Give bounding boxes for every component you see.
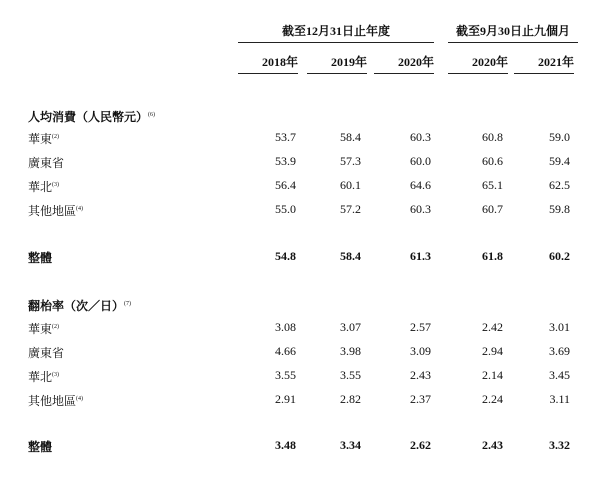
table-cell: 64.6 xyxy=(410,178,431,192)
table-cell-total: 60.2 xyxy=(549,249,570,263)
table-cell: 62.5 xyxy=(549,178,570,192)
table-cell: 2.94 xyxy=(482,344,503,358)
table-cell: 60.3 xyxy=(410,202,431,216)
table-cell: 55.0 xyxy=(275,202,296,216)
table-cell-total: 54.8 xyxy=(275,249,296,263)
section-title-spend-per-customer xyxy=(28,108,155,125)
table-cell: 53.7 xyxy=(275,130,296,144)
footnote-marker: (7) xyxy=(124,301,132,307)
table-cell: 3.11 xyxy=(549,392,570,406)
table-cell: 60.7 xyxy=(482,202,503,216)
row-label-text: 廣東省 xyxy=(28,346,65,360)
table-cell: 65.1 xyxy=(482,178,503,192)
table-cell-total: 3.34 xyxy=(340,438,361,452)
row-label-text: 整體 xyxy=(28,251,53,265)
table-cell: 2.82 xyxy=(340,392,361,406)
table-cell: 4.66 xyxy=(275,344,296,358)
row-label-north-china xyxy=(28,368,59,385)
footnote-marker: (4) xyxy=(76,206,84,212)
table-cell: 60.1 xyxy=(340,178,361,192)
table-cell: 2.91 xyxy=(275,392,296,406)
table-cell: 3.69 xyxy=(549,344,570,358)
table-cell: 2.14 xyxy=(482,368,503,382)
table-cell-total: 2.62 xyxy=(410,438,431,452)
table-cell-total: 3.48 xyxy=(275,438,296,452)
section-title-table-turnover xyxy=(28,297,131,314)
table-cell: 58.4 xyxy=(340,130,361,144)
table-cell: 3.01 xyxy=(549,320,570,334)
table-cell: 3.08 xyxy=(275,320,296,334)
year-header-2020: 2020年 xyxy=(374,53,434,74)
footnote-marker: (2) xyxy=(52,134,60,140)
table-cell: 3.55 xyxy=(340,368,361,382)
footnote-marker: (6) xyxy=(148,112,156,118)
table-cell: 60.0 xyxy=(410,154,431,168)
table-cell: 2.24 xyxy=(482,392,503,406)
table-cell-total: 58.4 xyxy=(340,249,361,263)
table-cell: 57.2 xyxy=(340,202,361,216)
row-label-other-regions xyxy=(28,392,83,409)
row-label-other-regions xyxy=(28,202,83,219)
row-label-text: 華東 xyxy=(28,132,53,146)
footnote-marker: (3) xyxy=(52,182,60,188)
table-cell: 53.9 xyxy=(275,154,296,168)
table-cell: 57.3 xyxy=(340,154,361,168)
table-cell: 3.07 xyxy=(340,320,361,334)
table-cell-total: 61.3 xyxy=(410,249,431,263)
row-label-total-turnover xyxy=(28,438,52,455)
row-label-total-spend xyxy=(28,249,52,266)
row-label-text: 華東 xyxy=(28,322,53,336)
table-cell: 3.45 xyxy=(549,368,570,382)
table-cell: 3.98 xyxy=(340,344,361,358)
footnote-marker: (3) xyxy=(52,372,60,378)
table-cell-total: 61.8 xyxy=(482,249,503,263)
row-label-text: 華北 xyxy=(28,180,53,194)
table-cell-total: 3.32 xyxy=(549,438,570,452)
row-label-text: 其他地區 xyxy=(28,204,77,218)
year-header-2018: 2018年 xyxy=(238,53,298,74)
table-cell: 2.42 xyxy=(482,320,503,334)
row-label-guangdong xyxy=(28,344,64,361)
table-cell: 56.4 xyxy=(275,178,296,192)
table-cell: 2.43 xyxy=(410,368,431,382)
table-cell: 2.57 xyxy=(410,320,431,334)
table-cell: 60.3 xyxy=(410,130,431,144)
table-cell: 59.0 xyxy=(549,130,570,144)
row-label-east-china xyxy=(28,130,59,147)
table-cell: 3.09 xyxy=(410,344,431,358)
footnote-marker: (2) xyxy=(52,324,60,330)
section-title-text: 人均消費（人民幣元） xyxy=(28,110,149,124)
table-cell: 60.6 xyxy=(482,154,503,168)
header-group-fiscal-year: 截至12月31日止年度 xyxy=(238,22,434,43)
footnote-marker: (4) xyxy=(76,396,84,402)
row-label-text: 廣東省 xyxy=(28,156,65,170)
header-group-nine-months: 截至9月30日止九個月 xyxy=(448,22,578,43)
table-cell: 3.55 xyxy=(275,368,296,382)
table-cell-total: 2.43 xyxy=(482,438,503,452)
section-title-text: 翻枱率（次／日） xyxy=(28,299,125,313)
table-cell: 60.8 xyxy=(482,130,503,144)
table-cell: 59.8 xyxy=(549,202,570,216)
year-header-2020-nine-months: 2020年 xyxy=(448,53,508,74)
row-label-text: 華北 xyxy=(28,370,53,384)
row-label-east-china xyxy=(28,320,59,337)
year-header-2021: 2021年 xyxy=(514,53,574,74)
table-cell: 59.4 xyxy=(549,154,570,168)
row-label-text: 其他地區 xyxy=(28,394,77,408)
table-cell: 2.37 xyxy=(410,392,431,406)
row-label-text: 整體 xyxy=(28,440,53,454)
year-header-2019: 2019年 xyxy=(307,53,367,74)
row-label-north-china xyxy=(28,178,59,195)
row-label-guangdong xyxy=(28,154,64,171)
